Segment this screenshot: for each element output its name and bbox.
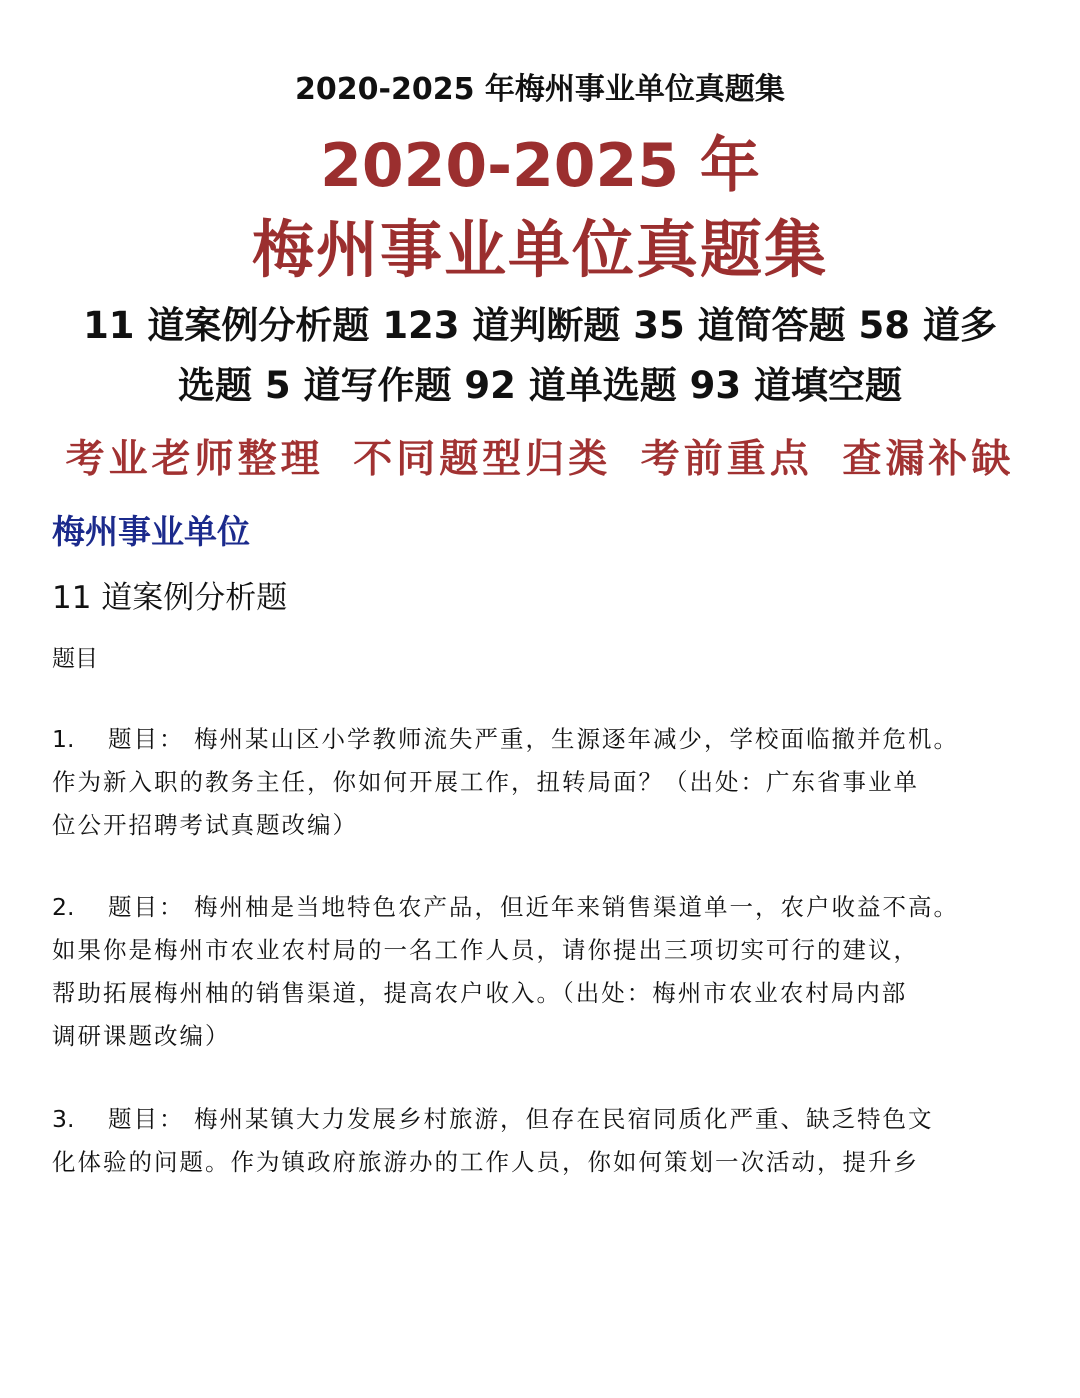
question-number: 3. bbox=[52, 1105, 75, 1133]
question-item bbox=[52, 718, 1052, 847]
question-line bbox=[52, 718, 1052, 761]
question-item bbox=[52, 1098, 1052, 1184]
question-line: 位公开招聘考试真题改编） bbox=[52, 811, 358, 839]
question-line: 化体验的问题。作为镇政府旅游办的工作人员，你如何策划一次活动，提升乡 bbox=[52, 1148, 919, 1176]
question-item bbox=[52, 886, 1052, 1058]
document-header: 2020-2025 年梅州事业单位真题集 bbox=[295, 72, 785, 107]
question-line: 作为新入职的教务主任，你如何开展工作，扭转局面？（出处：广东省事业单 bbox=[52, 768, 919, 796]
cover-title-main: 梅州事业单位真题集 bbox=[251, 213, 828, 286]
question-number: 2. bbox=[52, 893, 75, 921]
question-line bbox=[52, 1098, 1052, 1141]
question-text: 题目： 梅州柚是当地特色农产品，但近年来销售渠道单一，农户收益不高。 bbox=[108, 893, 959, 921]
question-counts-line-2: 选题 5 道写作题 92 道单选题 93 道填空题 bbox=[177, 364, 902, 407]
section-title: 梅州事业单位 bbox=[52, 512, 250, 551]
question-line: 如果你是梅州市农业农村局的一名工作人员，请你提出三项切实可行的建议， bbox=[52, 936, 919, 964]
question-line: 调研课题改编） bbox=[52, 1022, 231, 1050]
question-line bbox=[52, 886, 1052, 929]
question-text: 题目： 梅州某山区小学教师流失严重，生源逐年减少，学校面临撤并危机。 bbox=[108, 725, 959, 753]
question-counts bbox=[30, 296, 1050, 416]
cover-tagline: 考业老师整理 不同题型归类 考前重点 查漏补缺 bbox=[65, 436, 1015, 482]
question-number: 1. bbox=[52, 725, 75, 753]
question-text: 题目： 梅州某镇大力发展乡村旅游，但存在民宿同质化严重、缺乏特色文 bbox=[108, 1105, 934, 1133]
questions-label: 题目 bbox=[52, 646, 98, 672]
cover-title-year: 2020-2025 年 bbox=[320, 131, 760, 201]
question-counts-line-1: 11 道案例分析题 123 道判断题 35 道简答题 58 道多 bbox=[83, 304, 997, 347]
section-sub-heading: 11 道案例分析题 bbox=[52, 580, 288, 616]
question-line: 帮助拓展梅州柚的销售渠道，提高农户收入。（出处：梅州市农业农村局内部 bbox=[52, 979, 908, 1007]
